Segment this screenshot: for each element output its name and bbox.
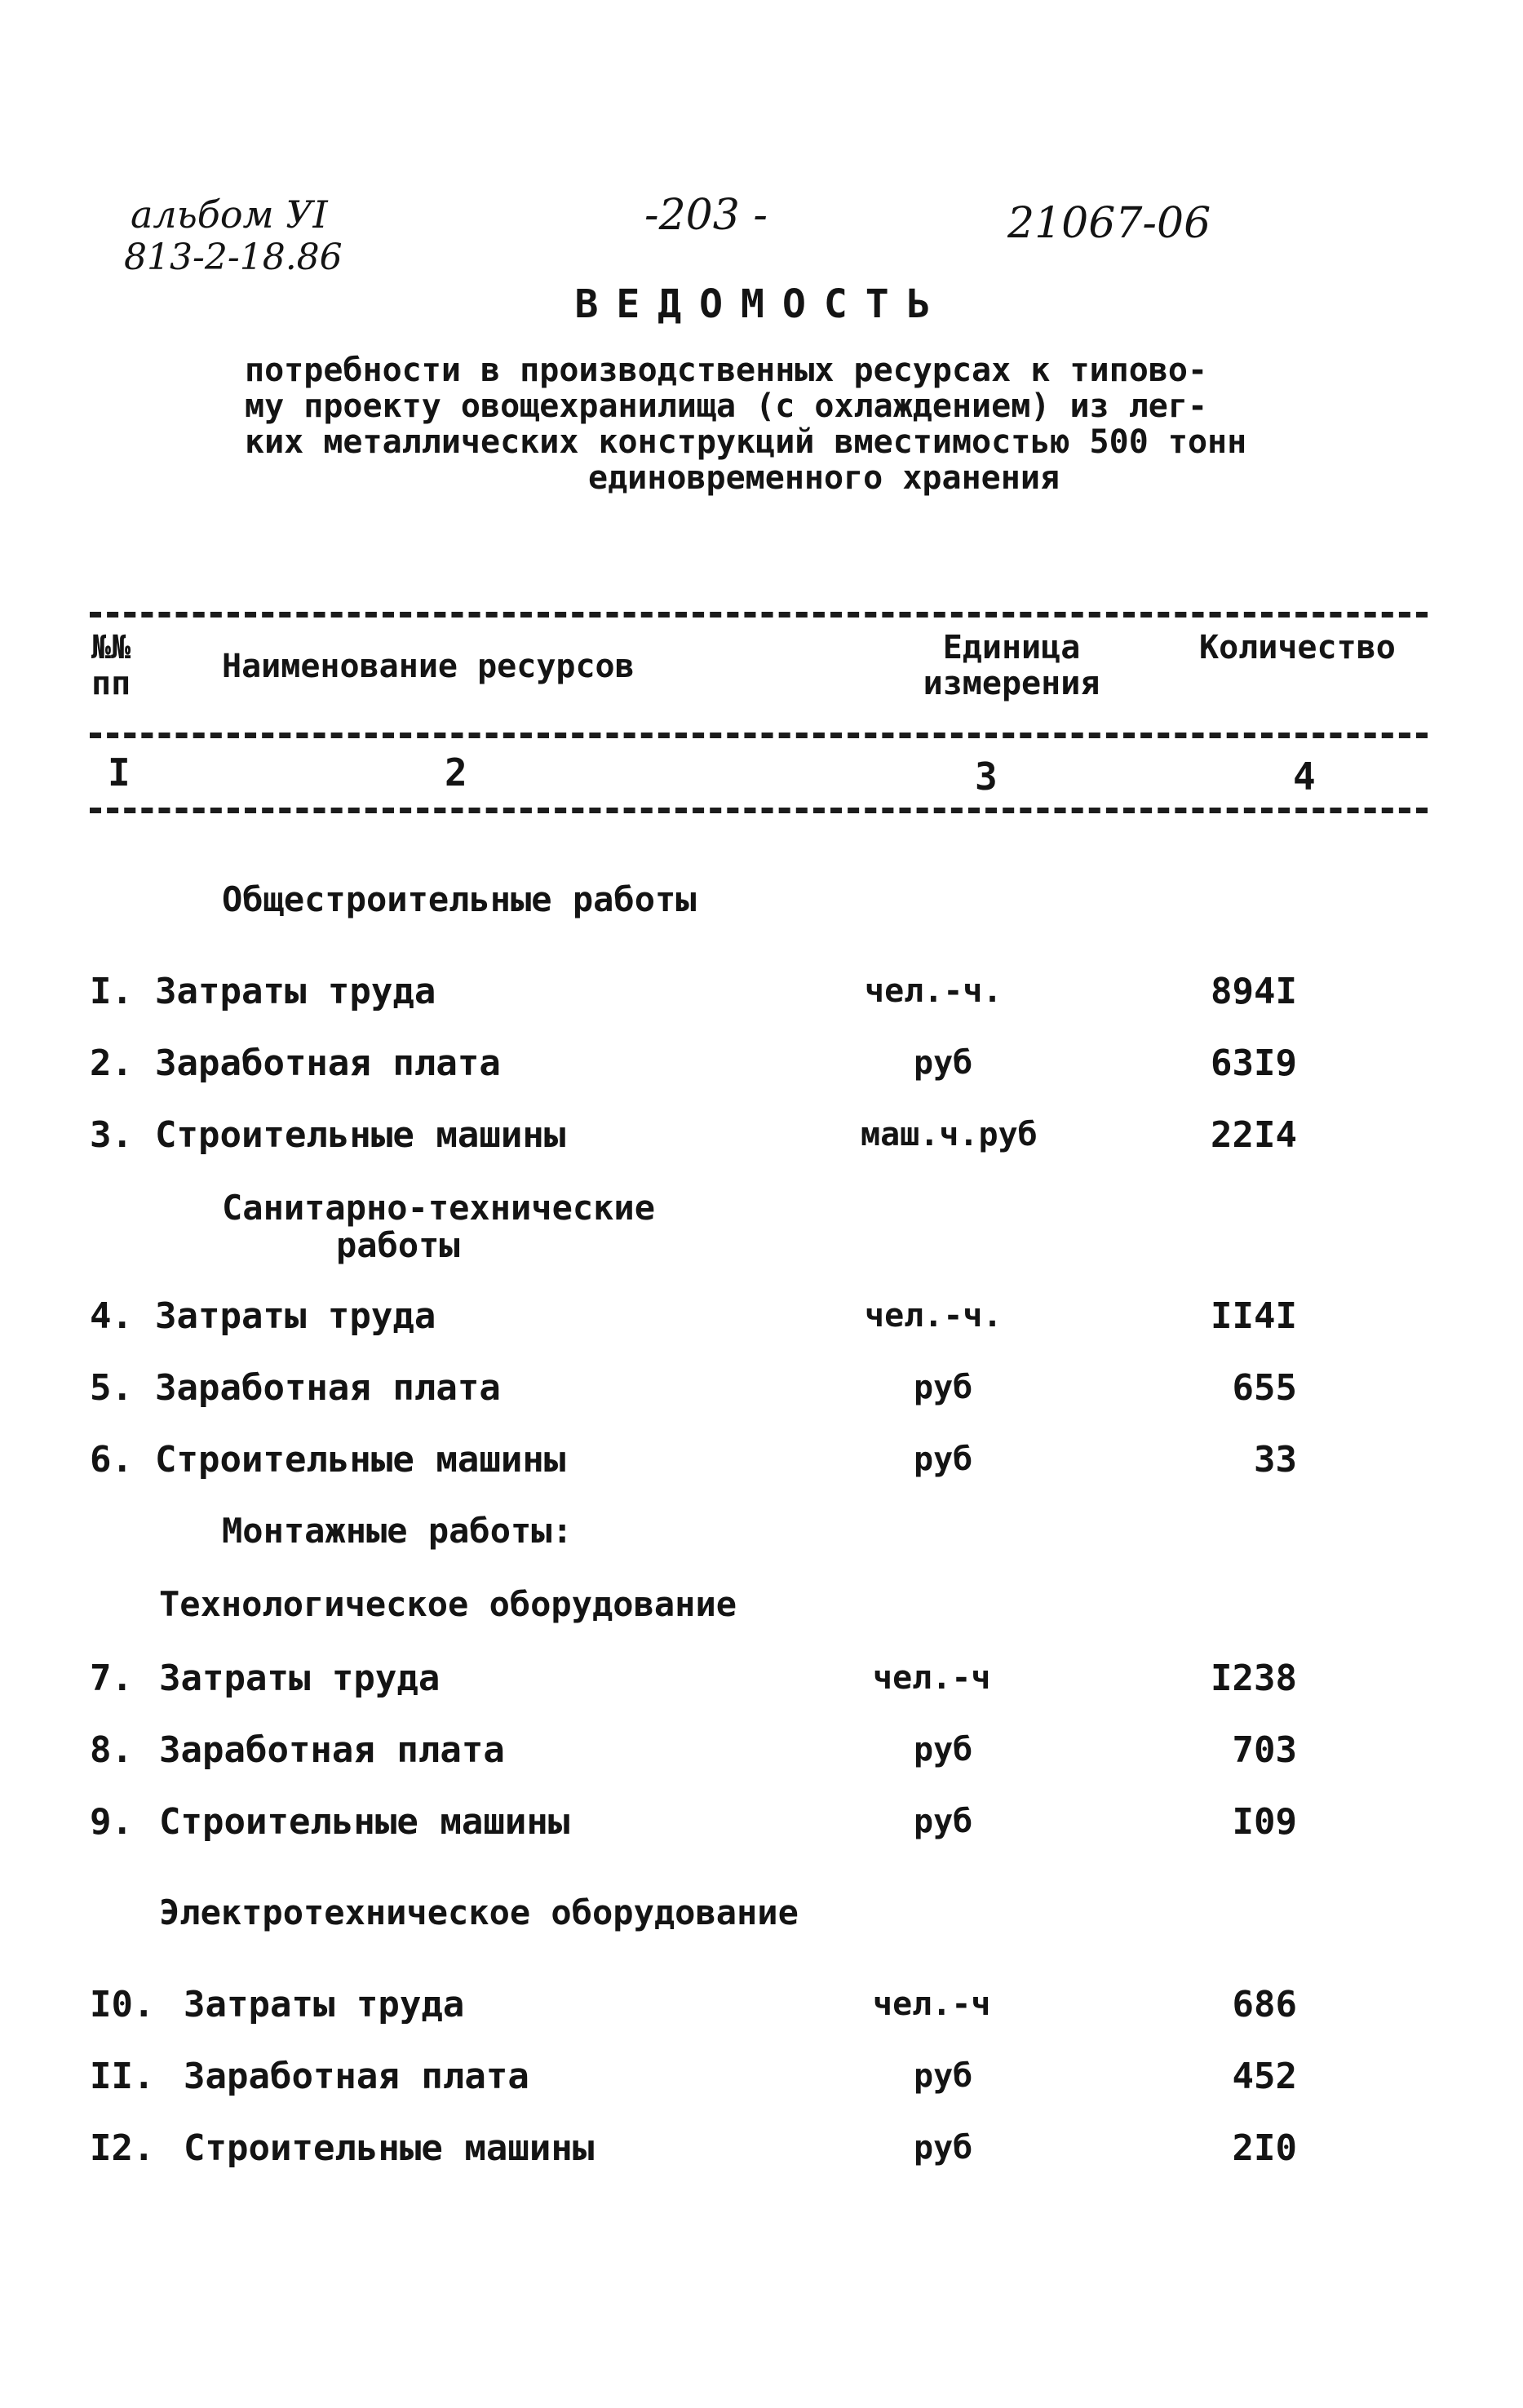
row-num: 4. bbox=[90, 1295, 133, 1337]
row-qty: 63I9 bbox=[1211, 1042, 1297, 1084]
row-qty: 703 bbox=[1232, 1729, 1297, 1771]
row-unit: руб bbox=[914, 1731, 973, 1768]
header-num-line1: №№ bbox=[91, 629, 131, 666]
row-unit: руб bbox=[914, 2057, 973, 2095]
header-num bbox=[91, 630, 131, 702]
column-number-3: 3 bbox=[975, 755, 998, 799]
row-unit: маш.ч.руб bbox=[861, 1116, 1038, 1153]
page-number: -203 - bbox=[644, 191, 768, 240]
row-name: Строительные машины bbox=[155, 1114, 566, 1156]
section-subtitle: Электротехническое оборудование bbox=[159, 1892, 799, 1932]
header-name: Наименование ресурсов bbox=[222, 648, 635, 685]
row-qty: I238 bbox=[1211, 1658, 1297, 1699]
row-num: 3. bbox=[90, 1114, 133, 1156]
row-qty: 686 bbox=[1232, 1984, 1297, 2025]
section-title: Санитарно-технические bbox=[222, 1188, 656, 1228]
row-unit: чел.-ч bbox=[873, 1659, 991, 1697]
row-qty: 894I bbox=[1211, 971, 1297, 1012]
row-num: I. bbox=[90, 971, 133, 1012]
subtitle-line: единовременного хранения bbox=[588, 459, 1060, 497]
table-top-rule bbox=[90, 612, 1428, 617]
row-unit: руб bbox=[914, 1044, 973, 1082]
section-title: Монтажные работы: bbox=[222, 1511, 573, 1551]
row-name: Затраты труда bbox=[184, 1984, 465, 2025]
row-name: Строительные машины bbox=[155, 1439, 566, 1481]
row-qty: 2I0 bbox=[1232, 2127, 1297, 2169]
row-name: Заработная плата bbox=[155, 1042, 501, 1084]
row-qty: 452 bbox=[1232, 2056, 1297, 2097]
table-mid-rule bbox=[90, 733, 1428, 738]
row-num: 9. bbox=[90, 1801, 133, 1843]
subtitle-line: потребности в производственных ресурсах к типово- bbox=[245, 352, 1208, 389]
header-unit-line1: Единица bbox=[942, 629, 1081, 666]
row-unit: руб bbox=[914, 1803, 973, 1840]
row-num: 8. bbox=[90, 1729, 133, 1771]
row-unit: руб bbox=[914, 1369, 973, 1406]
row-name: Затраты труда bbox=[155, 1295, 436, 1337]
row-name: Строительные машины bbox=[159, 1801, 570, 1843]
album-label: альбом УI bbox=[131, 193, 328, 237]
column-number-4: 4 bbox=[1293, 755, 1316, 799]
row-unit: руб bbox=[914, 1441, 973, 1478]
section-title: Общестроительные работы bbox=[222, 879, 697, 919]
row-name: Затраты труда bbox=[159, 1658, 441, 1699]
header-qty: Количество bbox=[1199, 629, 1396, 666]
row-name: Строительные машины bbox=[184, 2127, 595, 2169]
section-subtitle: Технологическое оборудование bbox=[159, 1584, 737, 1624]
row-unit: чел.-ч bbox=[873, 1985, 991, 2023]
subtitle-line: ких металлических конструкций вместимостью 500 тонн bbox=[245, 423, 1247, 461]
subtitle-line: му проекту овощехранилища (с охлаждением) из лег- bbox=[245, 387, 1208, 425]
row-num: 5. bbox=[90, 1367, 133, 1409]
row-qty: 22I4 bbox=[1211, 1114, 1297, 1156]
row-name: Затраты труда bbox=[155, 971, 436, 1012]
row-num: 7. bbox=[90, 1658, 133, 1699]
row-num: I2. bbox=[90, 2127, 155, 2169]
row-num: 2. bbox=[90, 1042, 133, 1084]
header-unit bbox=[889, 630, 1134, 702]
row-name: Заработная плата bbox=[184, 2056, 529, 2097]
row-qty: II4I bbox=[1211, 1295, 1297, 1337]
row-qty: 655 bbox=[1232, 1367, 1297, 1409]
row-qty: 33 bbox=[1254, 1439, 1297, 1481]
document-code: 21067-06 bbox=[1007, 199, 1211, 248]
column-number-2: 2 bbox=[445, 750, 467, 795]
row-qty: I09 bbox=[1232, 1801, 1297, 1843]
column-number-1: I bbox=[108, 750, 131, 795]
row-num: II. bbox=[90, 2056, 155, 2097]
row-num: 6. bbox=[90, 1439, 133, 1481]
row-num: I0. bbox=[90, 1984, 155, 2025]
row-unit: чел.-ч. bbox=[865, 1297, 1003, 1335]
header-num-line2: пп bbox=[91, 665, 131, 702]
row-name: Заработная плата bbox=[159, 1729, 505, 1771]
section-title-cont: работы bbox=[336, 1225, 460, 1265]
header-unit-line2: измерения bbox=[923, 665, 1100, 702]
row-unit: руб bbox=[914, 2129, 973, 2167]
document-title: ВЕДОМОСТЬ bbox=[574, 281, 949, 327]
table-bottom-rule bbox=[90, 808, 1428, 813]
row-name: Заработная плата bbox=[155, 1367, 501, 1409]
document-subtitle bbox=[245, 352, 1403, 496]
row-unit: чел.-ч. bbox=[865, 972, 1003, 1010]
series-code: 813-2-18.86 bbox=[124, 237, 343, 278]
